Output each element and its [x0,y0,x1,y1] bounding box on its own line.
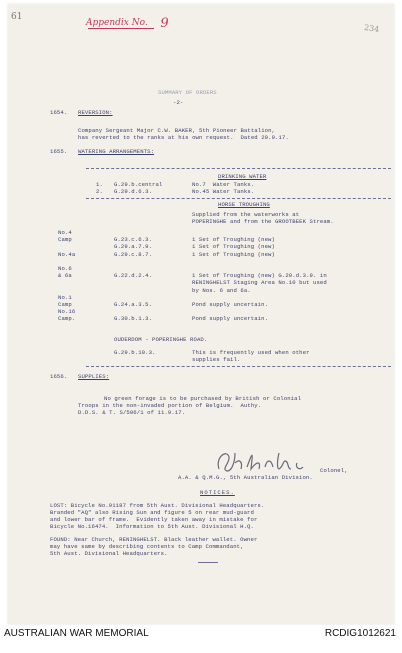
section-1656-title: SUPPLIES: [78,373,110,380]
signatory-title: A.A. & Q.M.G., 5th Australian Division. [178,474,313,481]
trough-row-4-desc: 1 Set of Troughing (new) [192,250,275,258]
horse-supply-line2: POPERINGHE and from the GROOTBEEK Stream. [192,218,334,225]
end-rule [198,562,218,563]
section-1655-number: 1655. [50,148,68,155]
ouderdom-desc-1: This is frequently used when other [192,349,310,356]
horse-supply-line1: Supplied from the waterworks at [192,211,300,218]
trough-row-1-left: No.4 [58,229,72,236]
found-line-3: 5th Aust. Divisional Headquarters. [50,550,168,557]
trough-row-2-left: Camp [58,236,72,244]
trough-row-3-ref: G.29.a.7.9. [114,243,153,251]
trough-row-11-ref: G.24.a.3.5. [114,301,153,308]
drinking-row-2-desc: No.45 Water Tanks. [192,188,255,195]
trough-row-13-left: Camp. [58,315,76,323]
appendix-underline [88,28,154,29]
lost-line-4: Bicycle No.16474. Information to 5th Aust. Divisional H.Q. [50,523,254,530]
drinking-water-heading: DRINKING WATER [218,173,267,180]
trough-row-3-desc: 1 Set of Troughing (new) [192,243,275,251]
drinking-row-1-desc: No.7 Water Tanks. [192,181,255,188]
section-1654-line1: Company Sergeant Major C.W. BAKER, 5th Pioneer Battalion, [78,127,276,134]
trough-row-7-ref: G.22.d.2.4. [114,272,153,280]
signatory-rank: Colonel, [320,467,348,474]
trough-row-2-desc: 1 Set of Troughing (new) [192,236,275,244]
margin-mark-left: 61 [11,12,23,22]
section-1654-line2: has reverted to the ranks at his own request. Dated 20.9.17. [78,134,289,141]
divider-3 [86,366,391,367]
divider-2 [86,198,391,199]
found-line-2: may have same by describing contents to Camp Commandant, [50,543,244,550]
lost-line-1: LOST: Bicycle No.91187 from 5th Aust. Divisional Headquarters. [50,502,265,509]
section-1656-line2: Troops in the non-invaded portion of Belgium. Authy. [78,402,262,409]
drinking-row-2-ref: G.29.d.6.3. [114,188,153,195]
ouderdom-desc-2: supplies fail. [192,356,241,363]
trough-row-7-left: & 6a [58,272,72,280]
notices-heading: NOTICES. [200,489,235,496]
appendix-label: Appendix No. [86,18,148,28]
document-page [8,4,394,624]
lost-line-3: and lower bar of frame. Evidently taken away in mistake for [50,516,258,523]
ouderdom-road: OUDERDOM - POPERINGHE ROAD. [114,336,208,343]
drinking-row-1-ref: G.29.b.central [114,181,163,188]
drinking-row-1-num: 1. [96,181,103,188]
trough-row-8-desc: RENINGHELST Staging Area No.10 but used [192,279,327,287]
trough-row-4-ref: G.29.c.8.7. [114,250,153,258]
page-number: -2- [173,99,184,106]
section-1656-line1: No green forage is to be purchased by British or Colonial [104,395,302,402]
trough-row-7-desc: 1 Set of Troughing (new) G.29.d.3.9. in [192,272,327,280]
footer-source: AUSTRALIAN WAR MEMORIAL [4,628,149,639]
appendix-number: 9 [160,16,169,31]
trough-row-2-ref: G.23.c.6.3. [114,236,153,244]
margin-mark-right: 234 [363,22,380,35]
trough-row-6-left: No.6 [58,265,72,272]
section-1655-title: WATERING ARRANGEMENTS: [78,148,155,155]
divider-1 [86,168,391,169]
section-1656-line3: D.D.S. & T. S/506/1 of 11.9.17. [78,409,186,416]
trough-row-10-left: No.1 [58,293,72,301]
trough-row-13-desc: Pond supply uncertain. [192,315,269,323]
drinking-row-2-num: 2. [96,188,103,195]
section-1656-number: 1656. [50,373,68,380]
footer-reference: RCDIG1012621 [324,628,396,639]
section-1654-number: 1654. [50,109,68,116]
faint-heading: SUMMARY OF ORDERS [158,89,217,96]
section-1654-title: REVERSION: [78,109,113,116]
trough-row-12-left: No.16 [58,308,76,316]
trough-row-4-left: No.4a [58,250,76,258]
lost-line-2: Branded "AQ" also Rising Sun and figure 5 on rear mud-guard [50,509,254,516]
signature-scrawl [213,447,323,477]
found-line-1: FOUND: Near Church, RENINGHELST. Black leather wallet. Owner [50,536,258,543]
trough-row-9-desc: by Nos. 6 and 6a. [192,286,251,294]
trough-row-13-ref: G.30.b.1.3. [114,315,153,323]
horse-troughing-heading: HORSE TROUGHING [218,201,270,208]
ouderdom-ref: G.29.b.10.3. [114,349,156,356]
trough-row-11-desc: Pond supply uncertain. [192,301,269,308]
trough-row-11-left: Camp [58,301,72,308]
